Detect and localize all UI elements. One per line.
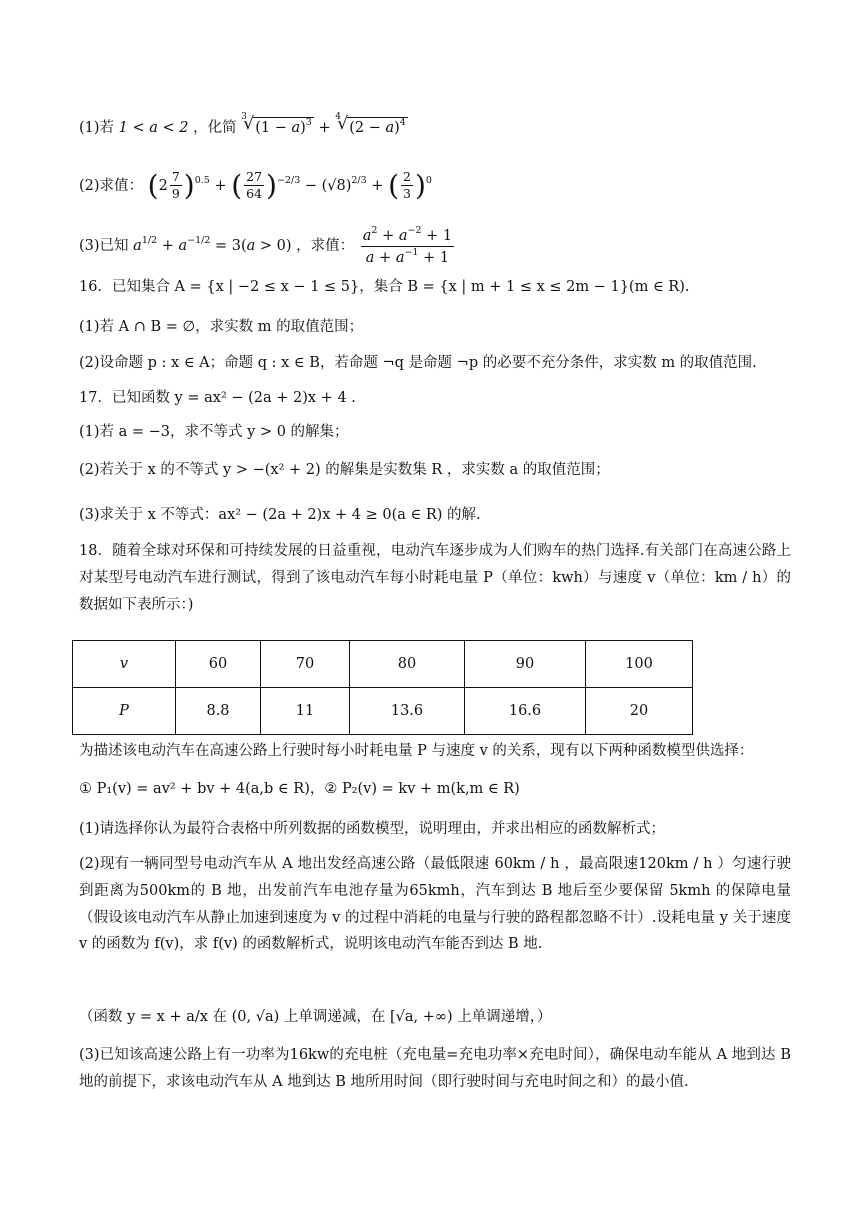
table-cell: 13.6	[350, 688, 465, 735]
table-cell: 60	[176, 641, 261, 688]
q18-after-table: 为描述该电动汽车在高速公路上行驶时每小时耗电量 P 与速度 v 的关系，现有以下两种函数模型供选择：	[79, 743, 754, 759]
table-cell: 90	[465, 641, 586, 688]
table-cell: 16.6	[465, 688, 586, 735]
q15-part2-prefix: (2)求值：	[79, 177, 144, 194]
table-cell: 20	[586, 688, 693, 735]
cube-root-expression: √ 3 $(1 - a)^3$	[241, 118, 314, 136]
q15-part1: (1)若 1 < a < 2 ，化简 √ 3 $(1 - a)^3$ + √ 4 $(2 - a)^4$	[79, 118, 408, 136]
q15-part2	[79, 170, 432, 202]
table-cell: 8.8	[176, 688, 261, 735]
q18-part2: (2)现有一辆同型号电动汽车从 A 地出发经高速公路（最低限速 60km / h ，最高限速120km / h ）匀速行驶到距离为500km的 B 地，出发前汽车电池存量为65kmh，汽车到达 B 地后至少要保留 5kmh 的保障电量（假设该电动汽车从静止加速到速度为 v 的过程中消耗的电量与行驶的路程都忽略不计）.设耗电量 y 关于速度 v 的函数为 f(v)，求 f(v) 的函数解析式，说明该电动汽车能否到达 B 地.	[79, 856, 791, 953]
q18-part1: (1)请选择你认为最符合表格中所列数据的函数模型，说明理由，并求出相应的函数解析式；	[79, 821, 666, 837]
q17-part1: (1)若 a = −3，求不等式 y > 0 的解集；	[79, 424, 349, 440]
speed-power-table	[72, 640, 693, 735]
q16-part2: (2)设命题 p : x ∈ A；命题 q : x ∈ B，若命题 ¬q 是命题 ¬p 的必要不充分条件，求实数 m 的取值范围.	[79, 355, 757, 371]
q17-part2: (2)若关于 x 的不等式 y > −(x² + 2) 的解集是实数集 R ，求实数 a 的取值范围；	[79, 462, 610, 478]
q15-part2-expression: (2 $\frac{7}{9}$ )$^{0.5}$ + ( $\frac{27}{64}$ )$^{-2/3} - (√8)^{2/3}$ + ( $\frac{2}{3}$ )$^0$	[147, 168, 432, 202]
q18-part3: (3)已知该高速公路上有一功率为16kw的充电桩（充电量=充电功率×充电时间），确保电动车能从 A 地到达 B 地的前提下，求该电动汽车从 A 地到达 B 地所用时间（即行驶时间与充电时间之和）的最小值.	[79, 1047, 791, 1090]
table-row-speed	[73, 641, 693, 688]
table-cell: 100	[586, 641, 693, 688]
fourth-root-expression: √ 4 $(2 - a)^4$	[335, 118, 408, 136]
table-row-label: P	[73, 688, 176, 735]
q15-part1-prefix: (1)若	[79, 120, 115, 136]
q15-part3-condition: $a^{1/2} + a^{-1/2} = 3(a > 0)$	[133, 235, 292, 255]
q15-part3	[79, 226, 456, 266]
q18-hint: （函数 y = x + a/x 在 (0, √a) 上单调递减，在 [√a, +∞) 上单调递增，）	[79, 1009, 552, 1025]
table-cell: 11	[261, 688, 350, 735]
q16-stem: 16．已知集合 A = {x | −2 ≤ x − 1 ≤ 5}，集合 B = {x | m + 1 ≤ x ≤ 2m − 1}(m ∈ R).	[79, 279, 690, 295]
table-row-power	[73, 688, 693, 735]
q15-part1-condition: 1 < a < 2	[118, 120, 189, 136]
table-cell: 70	[261, 641, 350, 688]
q15-part3-mid: ，求值：	[296, 238, 355, 255]
table-cell: 80	[350, 641, 465, 688]
q15-part3-fraction: $\frac{a^2 + a^{-2} + 1}{a + a^{-1} + 1}$	[362, 225, 453, 266]
q15-part1-mid: ，化简	[193, 120, 237, 136]
q18-models: ① P₁(v) = av² + bv + 4(a,b ∈ R)，② P₂(v) = kv + m(k,m ∈ R)	[79, 781, 520, 797]
q18-intro: 18．随着全球对环保和可持续发展的日益重视，电动汽车逐步成为人们购车的热门选择.有关部门在高速公路上对某型号电动汽车进行测试，得到了该电动汽车每小时耗电量 P（单位：kwh）与速度 v（单位：km / h）的数据如下表所示：)	[79, 543, 791, 613]
q16-part1: (1)若 A ∩ B = ∅，求实数 m 的取值范围；	[79, 319, 364, 335]
table-row-label: v	[73, 641, 176, 688]
q15-part3-prefix: (3)已知	[79, 238, 129, 255]
q17-stem: 17．已知函数 y = ax² − (2a + 2)x + 4 .	[79, 390, 356, 406]
q17-part3: (3)求关于 x 不等式：ax² − (2a + 2)x + 4 ≥ 0(a ∈ R) 的解.	[79, 507, 481, 523]
